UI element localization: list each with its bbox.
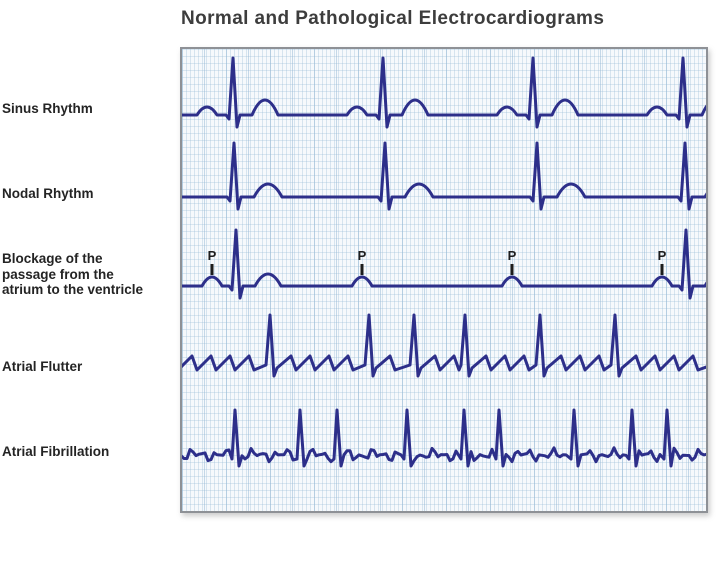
- trace-afib: [182, 410, 706, 466]
- p-wave-marker-label: P: [507, 248, 517, 263]
- label-av-block-line3: atrium to the ventricle: [2, 282, 144, 297]
- p-wave-marker-label: P: [207, 248, 217, 263]
- label-atrial-flutter: Atrial Flutter: [2, 359, 83, 374]
- trace-sinus: [182, 58, 706, 127]
- label-atrial-fibrillation: Atrial Fibrillation: [2, 444, 110, 459]
- ecg-svg: [182, 49, 706, 511]
- ecg-chart-panel: [180, 47, 708, 513]
- label-nodal-rhythm: Nodal Rhythm: [2, 186, 94, 201]
- p-wave-marker-label: P: [357, 248, 367, 263]
- trace-nodal: [182, 143, 706, 209]
- page-title: Normal and Pathological Electrocardiograms: [181, 8, 605, 29]
- label-av-block: [2, 251, 178, 298]
- trace-av-block: [182, 230, 706, 298]
- label-av-block-line1: Blockage of the: [2, 251, 103, 266]
- label-av-block-line2: passage from the: [2, 266, 114, 282]
- label-sinus-rhythm: Sinus Rhythm: [2, 101, 93, 116]
- p-wave-marker-label: P: [657, 248, 667, 263]
- trace-flutter: [182, 315, 706, 376]
